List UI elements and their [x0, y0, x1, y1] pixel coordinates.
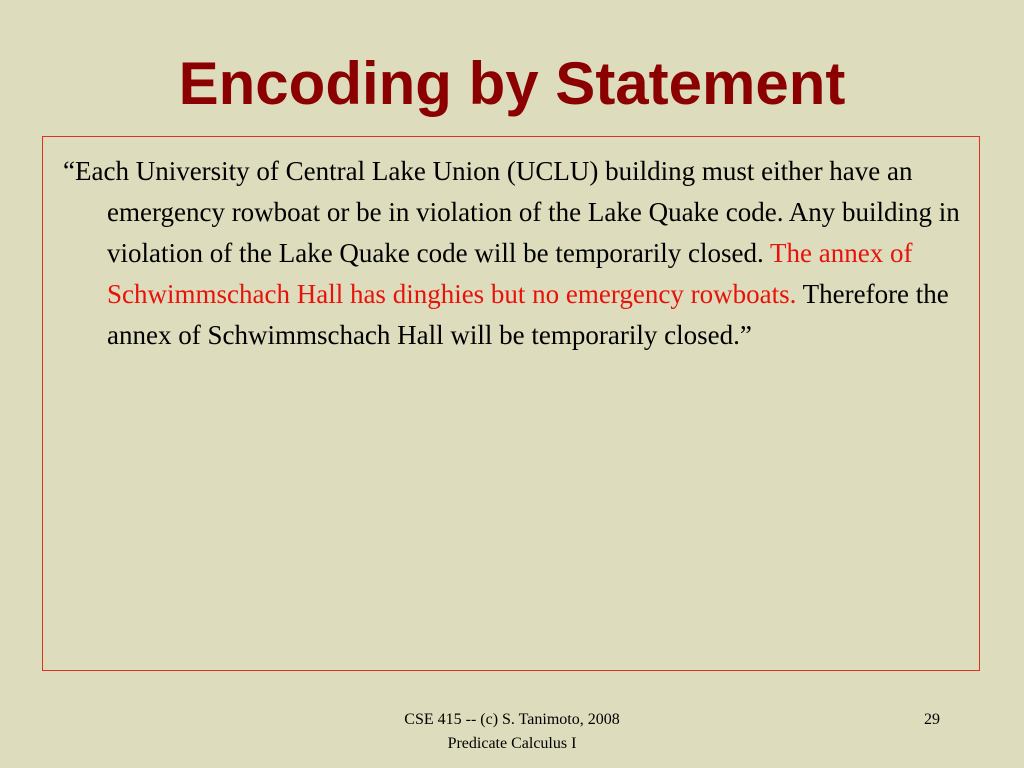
- page-number: 29: [924, 711, 940, 728]
- footer-course-line: CSE 415 -- (c) S. Tanimoto, 2008: [404, 711, 620, 728]
- quote-highlighted-text: The annex of Schwimmschach Hall has dinghies but no emergency rowboats.: [107, 238, 913, 309]
- quote-text-part-2: Therefore the annex of Schwimmschach Hall will be temporarily closed.”: [107, 279, 949, 350]
- content-box: [42, 136, 980, 671]
- quote-text-part-1: “Each University of Central Lake Union (UCLU) building must either have an emergency rowboat or be in violation of the Lake Quake code. Any building in violation of the Lake Quake code will be temporarily closed.: [63, 156, 960, 268]
- quote-paragraph: [63, 151, 1007, 356]
- slide-footer: [312, 708, 712, 756]
- footer-topic-line: Predicate Calculus I: [447, 735, 577, 752]
- slide-title: Encoding by Statement: [178, 50, 846, 117]
